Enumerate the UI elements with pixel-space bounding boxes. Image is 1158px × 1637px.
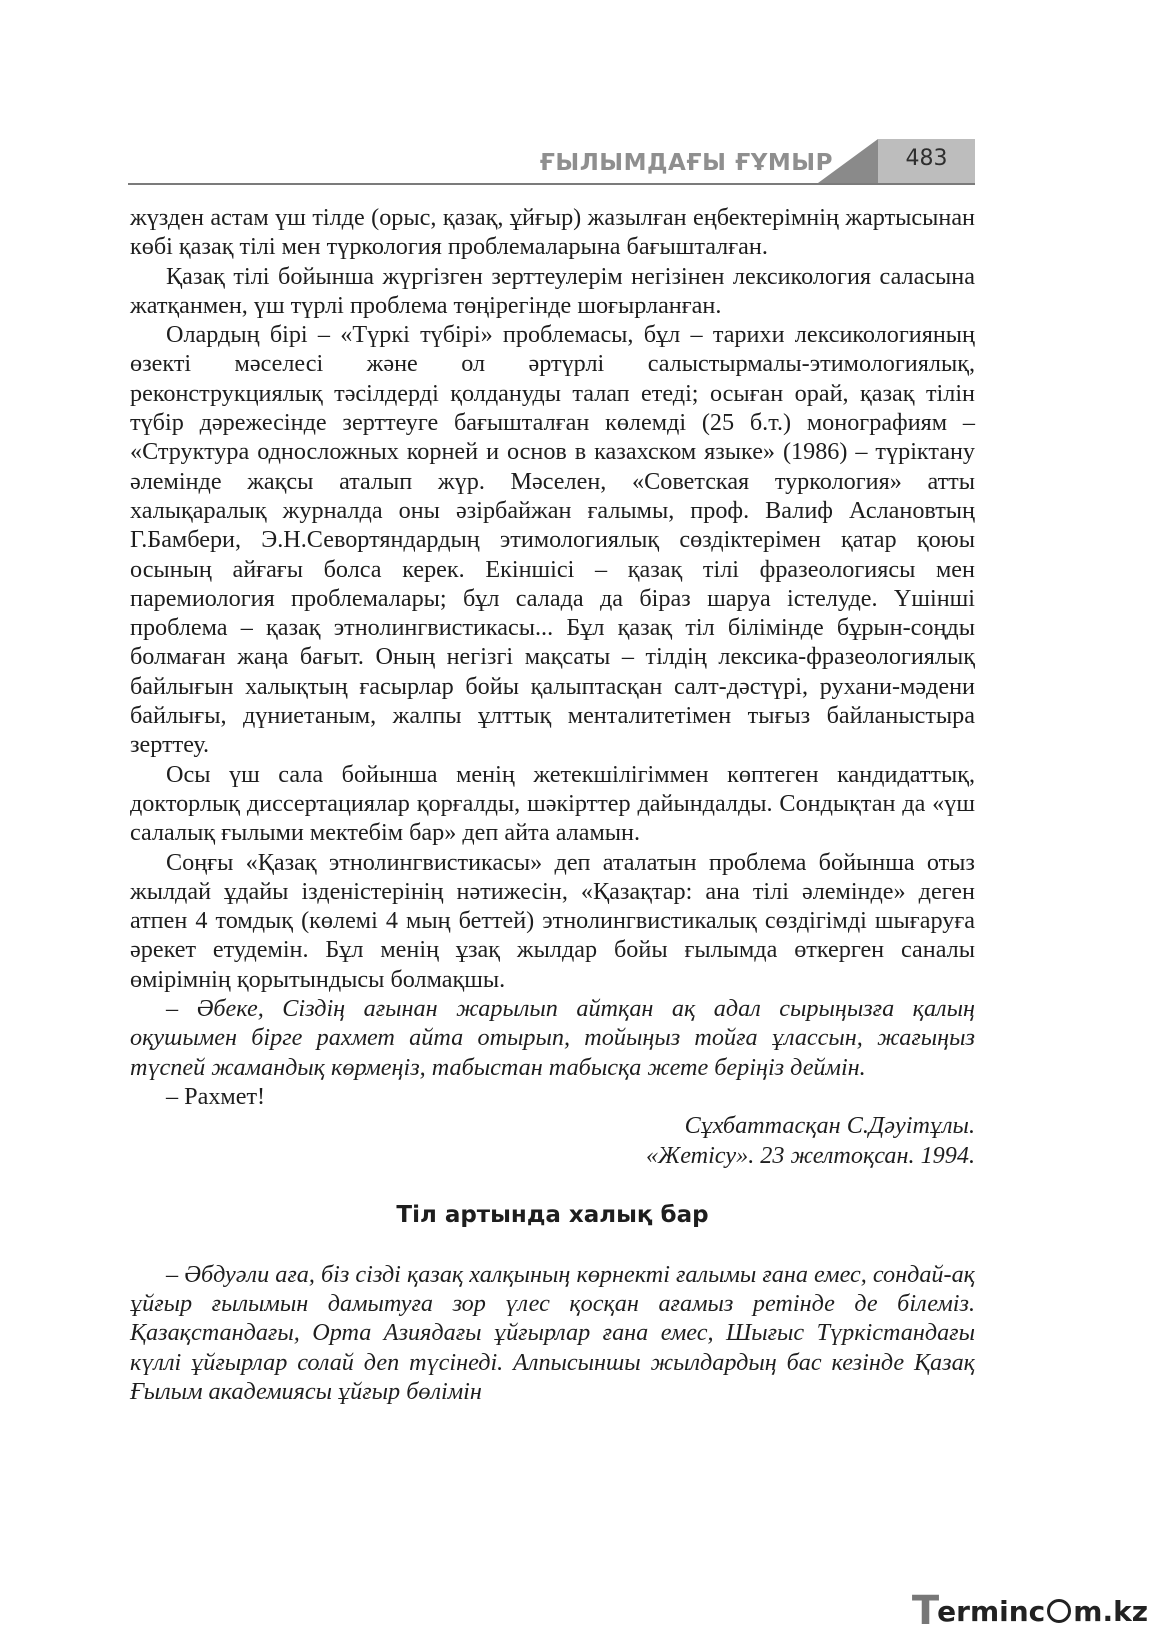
watermark-text-end: m.kz	[1073, 1594, 1148, 1628]
watermark-letter-t: T	[911, 1588, 940, 1634]
paragraph-3: Олардың бірі – «Түркі түбірі» проблемасы, бұл – тарихи лексикологияның өзекті мәселесі және ол әртүрлі салыстырмалы-этимологиялық, реконструкциялық тәсілдерді қолдануды талап етеді; осыған орай, қазақ тілін түбір дәрежесінде зерттеуге бағышталған көлемді (25 б.т.) монографиям – «Структура односложных корней и основ в казахском языке» (1986) – түріктану әлемінде жақсы аталып жүр. Мәселен, «Советская туркология» атты халықаралық журналда оны әзірбайжан ғалымы, проф. Валиф Аслановтың Г.Бамбери, Э.Н.Севортяндардың этимологиялық сөздіктерімен қатар қоюы осының айғағы болса керек. Екіншісі – қазақ тілі фразеологиясы мен паремиология проблемалары; бұл салада да біраз шаруа істелуде. Үшінші проблема – қазақ этнолингвистикасы... Бұл қазақ тіл білімінде бұрын-соңды болмаған жаңа бағыт. Оның негізгі мақсаты – тілдің лексика-фразеологиялық байлығын халықтың ғасырлар бойы қалыптасқан салт-дәстүрі, рухани-мәдени байлығы, дүниетаным, жалпы ұлттық менталитетімен тығыз байланыстыра зерттеу.	[130, 321, 975, 759]
section-title: Тіл артында халық бар	[396, 1201, 709, 1228]
reply-thanks: – Рахмет!	[166, 1082, 266, 1110]
watermark-text-start: erminc	[937, 1594, 1046, 1628]
page-header	[0, 0, 1158, 200]
watermark-logo	[912, 1588, 1148, 1634]
paragraph-1: жүзден астам үш тілде (орыс, қазақ, ұйғыр) жазылған еңбектерімнің жартысынан көбі қазақ тілі мен түркология проблемаларына бағышталған.	[130, 204, 975, 261]
interviewer-closing: – Әбеке, Сіздің ағынан жарылып айтқан ақ адал сырыңызға қалың оқушымен бірге рахмет айта отырып, тойыңыз тойға ұлассын, жағыңыз түспей жамандық көрмеңіз, табыстан табысқа жете беріңіз деймін.	[130, 995, 975, 1081]
signature-source: «Жетісу». 23 желтоқсан. 1994.	[645, 1141, 975, 1169]
header-wedge-decoration	[818, 139, 878, 183]
paragraph-2: Қазақ тілі бойынша жүргізген зерттеулерім негізінен лексикология саласына жатқанмен, үш түрлі проблема төңірегінде шоғырланған.	[130, 262, 975, 319]
magnifier-icon	[1047, 1599, 1071, 1623]
page-number: 483	[905, 145, 948, 171]
page-number-box	[878, 139, 975, 183]
section-intro: – Әбдуәли аға, біз сізді қазақ халқының көрнекті ғалымы ғана емес, сондай-ақ ұйғыр ғылымын дамытуға зор үлес қосқан ағамыз ретінде де білеміз. Қазақстандағы, Орта Азиядағы ұйғырлар ғана емес, Шығыс Түркістандағы күллі ұйғырлар солай деп түсінеді. Алпысыншы жылдардың бас кезінде Қазақ Ғылым академиясы ұйғыр бөлімін	[130, 1260, 975, 1405]
page-body	[130, 203, 975, 1406]
signature-interviewer: Сұхбаттасқан С.Дәуітұлы.	[684, 1112, 975, 1140]
paragraph-4: Осы үш сала бойынша менің жетекшілігіммен көптеген кандидаттық, докторлық диссертациялар қорғалды, шәкірттер дайындалды. Сондықтан да «үш салалық ғылыми мектебім бар» деп айта аламын.	[130, 760, 975, 847]
running-title: ҒЫЛЫМДАҒЫ ҒҰМЫР	[539, 150, 833, 176]
header-rule	[128, 183, 975, 185]
paragraph-5: Соңғы «Қазақ этнолингвистикасы» деп аталатын проблема бойынша отыз жылдай ұдайы ізденістерінің нәтижесін, «Қазақтар: ана тілі әлемінде» деген атпен 4 томдық (көлемі 4 мың беттей) этнолингвистикалық сөздігімді шығаруға әрекет етудемін. Бұл менің ұзақ жылдар бойы ғылымда өткерген саналы өмірімнің қорытындысы болмақшы.	[130, 848, 975, 993]
